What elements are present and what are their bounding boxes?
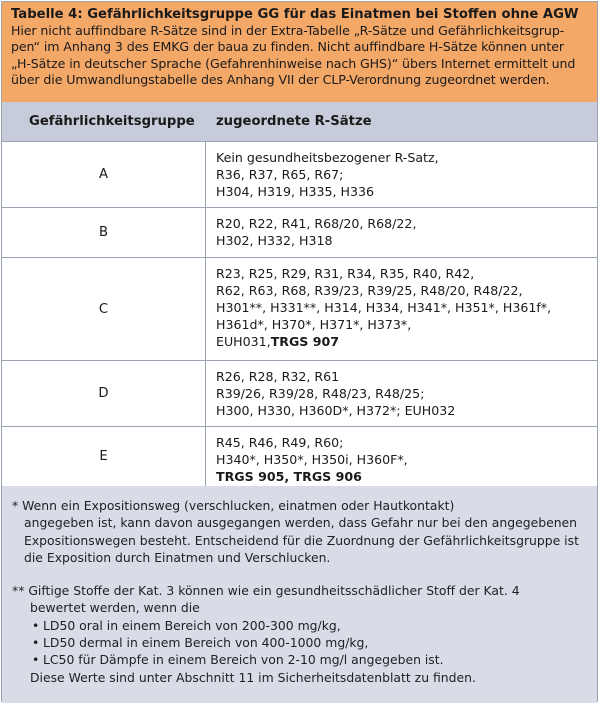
- phrase-line: H304, H319, H335, H336: [216, 184, 375, 199]
- group-cell: C: [2, 258, 206, 360]
- column-header-group: Gefährlichkeitsgruppe: [29, 114, 195, 129]
- group-cell: A: [2, 142, 206, 207]
- table-description: [11, 23, 588, 88]
- footnote-text: Giftige Stoffe der Kat. 3 können wie ein gesundheitsschädlicher Stoff der Kat. 4: [24, 583, 520, 599]
- footnotes: [2, 486, 597, 703]
- footnote-first-line: [12, 497, 597, 514]
- footnote-closing: Diese Werte sind unter Abschnitt 11 im Sicherheitsdatenblatt zu finden.: [30, 669, 476, 685]
- list-item: • LD50 dermal in einem Bereich von 400-1000 mg/kg,: [32, 634, 597, 651]
- trgs-reference: TRGS 905, TRGS 906: [216, 469, 362, 484]
- phrase-line: R62, R63, R68, R39/23, R39/25, R48/20, R48/22,: [216, 283, 523, 298]
- group-cell: B: [2, 208, 206, 257]
- phrase-line: H301**, H331**, H314, H334, H341*, H351*, H361f*,: [216, 300, 552, 315]
- column-header-phrases: zugeordnete R-Sätze: [216, 114, 372, 129]
- table-row: [2, 258, 597, 361]
- phrases-cell: [216, 368, 591, 419]
- classification-table: [2, 102, 597, 486]
- footnote-line: Expositionswegen besteht. Entscheidend für die Zuordnung der Gefährlichkeitsgruppe ist: [24, 532, 579, 548]
- footnote-mark: *: [12, 498, 19, 513]
- phrase-line: H302, H332, H318: [216, 233, 333, 248]
- phrase-line: R45, R46, R49, R60;: [216, 435, 344, 450]
- threshold-list: [30, 617, 597, 669]
- phrases-cell: [216, 149, 591, 200]
- phrase-text: EUH031,: [216, 334, 271, 349]
- description-line: Hier nicht auffindbare R-Sätze sind in der Extra-Tabelle „R-Sätze und Gefährlichkeitsgrup-: [11, 23, 565, 38]
- phrase-line: R39/26, R39/28, R48/23, R48/25;: [216, 386, 425, 401]
- list-item: • LD50 oral in einem Bereich von 200-300 mg/kg,: [32, 617, 597, 634]
- phrase-line: [216, 333, 591, 350]
- phrase-line: R23, R25, R29, R31, R34, R35, R40, R42,: [216, 266, 475, 281]
- footnote-double-star: [12, 582, 597, 686]
- phrase-line: R36, R37, R65, R67;: [216, 167, 344, 182]
- table-row: [2, 208, 597, 258]
- phrase-line: [216, 468, 591, 485]
- phrases-cell: [216, 265, 591, 350]
- phrase-line: H361d*, H370*, H371*, H373*,: [216, 317, 412, 332]
- footnote-line: angegeben ist, kann davon ausgegangen werden, dass Gefahr nur bei den angegebenen: [24, 515, 578, 531]
- phrase-line: R20, R22, R41, R68/20, R68/22,: [216, 216, 417, 231]
- phrases-cell: [216, 434, 591, 485]
- description-line: pen“ im Anhang 3 des EMKG der baua zu finden. Nicht auffindbare H-Sätze können unter: [11, 39, 564, 55]
- footnote-text: Wenn ein Expositionsweg (verschlucken, einatmen oder Hautkontakt): [18, 498, 455, 513]
- phrases-cell: [216, 215, 591, 249]
- footnote-body: [12, 514, 597, 566]
- phrase-line: H340*, H350*, H350i, H360F*,: [216, 452, 408, 467]
- table-row: [2, 427, 597, 486]
- table-frame: [1, 1, 598, 702]
- description-line: über die Umwandlungstabelle des Anhang VII der CLP-Verordnung zugeordnet werden.: [11, 71, 550, 87]
- phrase-line: H300, H330, H360D*, H372*; EUH032: [216, 403, 456, 418]
- table-header-box: [2, 2, 597, 102]
- footnote-body: [12, 599, 597, 685]
- table-column-header: [2, 102, 597, 142]
- group-cell: D: [2, 361, 206, 426]
- phrase-line: R26, R28, R32, R61: [216, 369, 340, 384]
- description-line: „H-Sätze in deutscher Sprache (Gefahrenhinweise nach GHS)“ übers Internet ermittelt und: [11, 55, 576, 71]
- table-row: [2, 361, 597, 427]
- group-cell: E: [2, 427, 206, 486]
- footnote-first-line: [12, 582, 597, 599]
- table-row: [2, 142, 597, 208]
- phrase-line: Kein gesundheitsbezogener R-Satz,: [216, 150, 439, 165]
- footnote-line: bewertet werden, wenn die: [30, 600, 200, 616]
- trgs-reference: TRGS 907: [270, 334, 340, 349]
- footnote-mark: **: [12, 583, 25, 599]
- table-title: Tabelle 4: Gefährlichkeitsgruppe GG für das Einatmen bei Stoffen ohne AGW: [11, 7, 579, 22]
- list-item: • LC50 für Dämpfe in einem Bereich von 2-10 mg/l angegeben ist.: [32, 651, 597, 668]
- footnote-line: die Exposition durch Einatmen und Verschlucken.: [24, 549, 331, 565]
- footnote-single-star: [12, 497, 597, 566]
